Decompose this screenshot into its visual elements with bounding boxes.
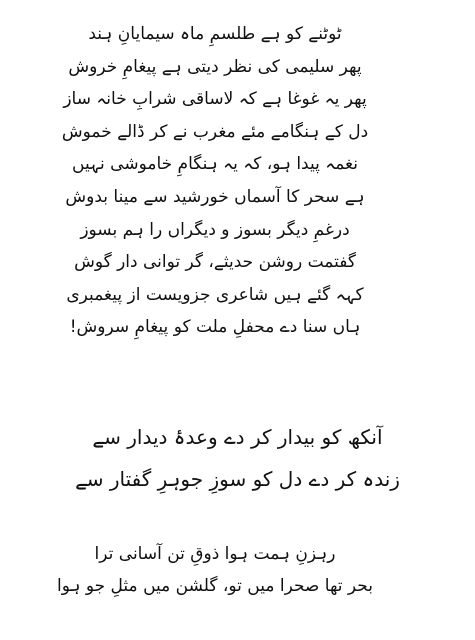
verse-line: ہے سحر کا آسماں خورشید سے مینا بدوش: [65, 186, 365, 207]
verse-line: درغمِ دیگر بسوز و دیگراں را ہم بسوز: [80, 219, 350, 240]
verse-line: نغمہ پیدا ہو، کہ یہ ہنگامِ خاموشی نہیں: [72, 154, 358, 175]
couplet-line: زندہ کر دے دل کو سوزِ جوہرِ گفتار سے: [75, 467, 400, 491]
verse-line: ٹوٹنے کو ہے طلسمِ ماہ سیمایانِ ہند: [88, 24, 342, 44]
verse-line: ہاں سنا دے محفلِ ملت کو پیغامِ سروش!: [69, 317, 361, 338]
highlighted-couplet: [0, 416, 475, 500]
verse-line: گفتمت روشن حدیثے، گر توانی دار گوش: [74, 252, 356, 273]
verse-line: دل کے ہنگامے مئے مغرب نے کر ڈالے خموش: [61, 121, 369, 142]
closing-stanza: [0, 538, 475, 602]
verse-line: پھر یہ غوغا ہے کہ لاساقی شرابِ خانہ ساز: [63, 89, 367, 110]
verse-line: بحر تھا صحرا میں تو، گلشن میں مثلِ جو ہوا: [56, 576, 374, 596]
verse-line: رہزنِ ہمت ہوا ذوقِ تن آسانی ترا: [94, 544, 336, 564]
verse-line: کہہ گئے ہیں شاعری جزویست از پیغمبری: [66, 284, 364, 305]
main-stanza: [0, 18, 475, 344]
verse-line: پھر سلیمی کی نظر دیتی ہے پیغامِ خروش: [68, 56, 362, 77]
couplet-line: آنکھ کو بیدار کر دے وعدۂ دیدار سے: [92, 425, 383, 449]
